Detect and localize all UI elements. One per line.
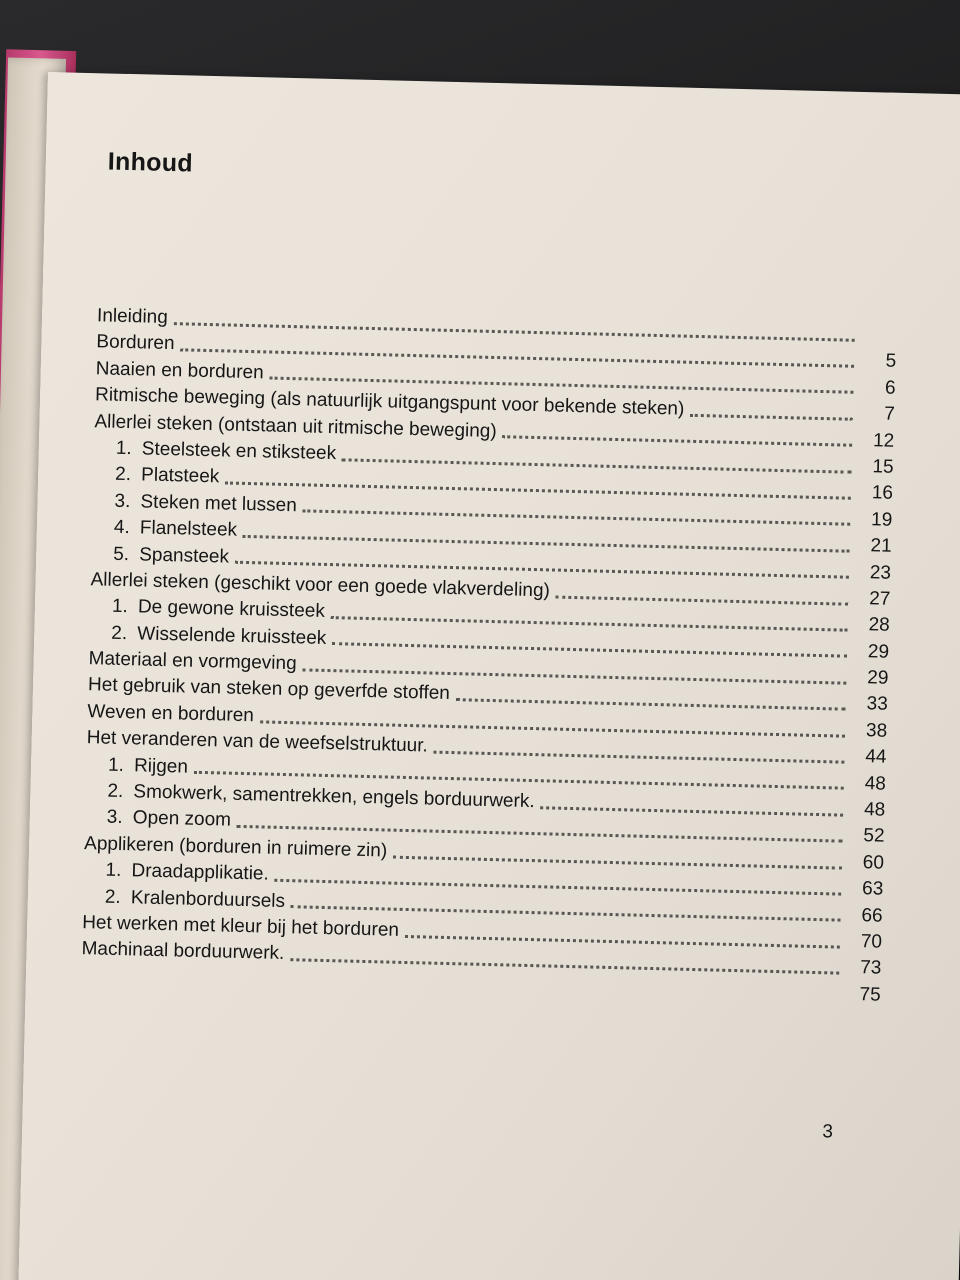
toc-entry-label: Steken met lussen [140, 491, 298, 516]
toc-entry-label: Open zoom [132, 807, 232, 832]
toc-page-number: 29 [867, 640, 890, 663]
toc-dot-leader [556, 585, 849, 605]
toc-page-number: 70 [860, 931, 883, 953]
toc-page-number: 12 [872, 429, 895, 452]
toc-page-number: 73 [859, 957, 882, 979]
toc-page-number: 60 [862, 851, 885, 874]
toc-page-number: 15 [872, 456, 894, 478]
toc-entry-number: 1. [111, 596, 129, 618]
page-title: Inhoud [107, 147, 194, 178]
toc-page-number: 38 [865, 720, 888, 742]
toc-dot-leader [434, 741, 845, 764]
toc-entry-title [87, 699, 254, 729]
toc-entry-label: Het werken met kleur bij het borduren [81, 912, 400, 941]
toc-page-number: 44 [865, 746, 887, 768]
toc-entry-label: Ritmische beweging (als natuurlijk uitgangspunt voor bekende steken) [94, 384, 685, 420]
toc-page-number: 23 [869, 561, 892, 584]
toc-entry-label: Applikeren (borduren in ruimere zin) [83, 832, 388, 862]
toc-dot-leader [540, 796, 843, 816]
toc-entry-number: 5. [112, 543, 130, 565]
toc-page-number: 7 [884, 403, 896, 425]
toc-entry-label: Allerlei steken (ontstaan uit ritmische beweging) [94, 410, 497, 442]
toc-entry-label: De gewone kruissteek [137, 596, 326, 623]
toc-page-number [863, 340, 897, 341]
toc-page-number: 48 [863, 799, 886, 821]
toc-page-number: 21 [870, 535, 892, 557]
toc-entry-label: Smokwerk, samentrekken, engels borduurwerk. [133, 781, 535, 813]
toc-entry-label: Platsteek [140, 464, 220, 488]
toc-entry-title [97, 303, 168, 331]
toc-entry-number: 2. [104, 886, 121, 908]
toc-entry-number: 1. [107, 754, 125, 776]
toc-entry-title [92, 514, 238, 544]
toc-dot-leader [405, 925, 840, 949]
toc-page-number: 29 [867, 667, 889, 689]
toc-entry-number: 1. [115, 437, 132, 460]
toc-page-number: 6 [884, 377, 896, 399]
toc-entry-label: Machinaal borduurwerk. [81, 938, 285, 965]
toc-entry-label: Kralenborduursels [130, 886, 286, 912]
toc-entry-title [81, 936, 284, 967]
toc-entry-number: 2. [107, 780, 124, 803]
toc-entry-label: Spansteek [138, 543, 230, 568]
page-number: 3 [822, 1121, 834, 1143]
toc-entry-label: Weven en borduren [87, 701, 255, 727]
toc-dot-leader [690, 404, 853, 421]
toc-entry-number: 1. [105, 859, 122, 882]
toc-entry-label: Allerlei steken (geschikt voor een goede vlakverdeling) [90, 569, 551, 602]
toc-entry-label: Naaien en borduren [95, 358, 264, 384]
toc-entry-title [95, 356, 264, 387]
toc-entry-number: 3. [106, 807, 123, 829]
toc-entry-label: Borduren [96, 331, 175, 355]
toc-page-number: 52 [863, 825, 885, 848]
toc-dot-leader [456, 688, 846, 711]
table-of-contents [81, 303, 898, 1008]
toc-entry-label: Flanelsteek [139, 517, 238, 541]
toc-page-number: 16 [871, 482, 894, 505]
toc-entry-title [86, 752, 188, 781]
toc-page-number: 63 [861, 878, 884, 900]
book-page [17, 72, 960, 1280]
toc-entry-title [93, 462, 220, 491]
toc-page-number: 66 [861, 904, 883, 927]
toc-entry-title [91, 541, 229, 571]
toc-page-number: 28 [868, 614, 890, 637]
toc-entry-label: Rijgen [133, 754, 189, 778]
toc-page-number: 75 [859, 983, 881, 1006]
toc-entry-number: 2. [114, 464, 132, 486]
toc-page-number: 33 [866, 693, 889, 716]
toc-entry-label: Draadapplikatie. [131, 860, 270, 885]
toc-page-number: 19 [870, 508, 893, 531]
toc-page-number: 5 [885, 350, 897, 373]
toc-entry-title [96, 330, 175, 358]
toc-dot-leader [503, 425, 853, 447]
toc-page-number: 48 [864, 772, 887, 795]
toc-entry-label: Wisselende kruissteek [137, 623, 327, 649]
toc-entry-label: Het gebruik van steken op geverfde stoffen [87, 674, 451, 705]
toc-entry-number: 4. [113, 516, 131, 539]
toc-page-number: 27 [868, 588, 891, 610]
toc-entry-label: Inleiding [96, 305, 169, 328]
toc-entry-title [84, 805, 231, 835]
toc-entry-label: Steelsteek en stiksteek [141, 438, 337, 465]
toc-entry-number: 3. [114, 490, 131, 512]
toc-entry-label: Het veranderen van de weefselstruktuur. [86, 727, 429, 757]
toc-entry-label: Materiaal en vormgeving [88, 648, 297, 675]
toc-entry-number: 2. [111, 622, 128, 644]
